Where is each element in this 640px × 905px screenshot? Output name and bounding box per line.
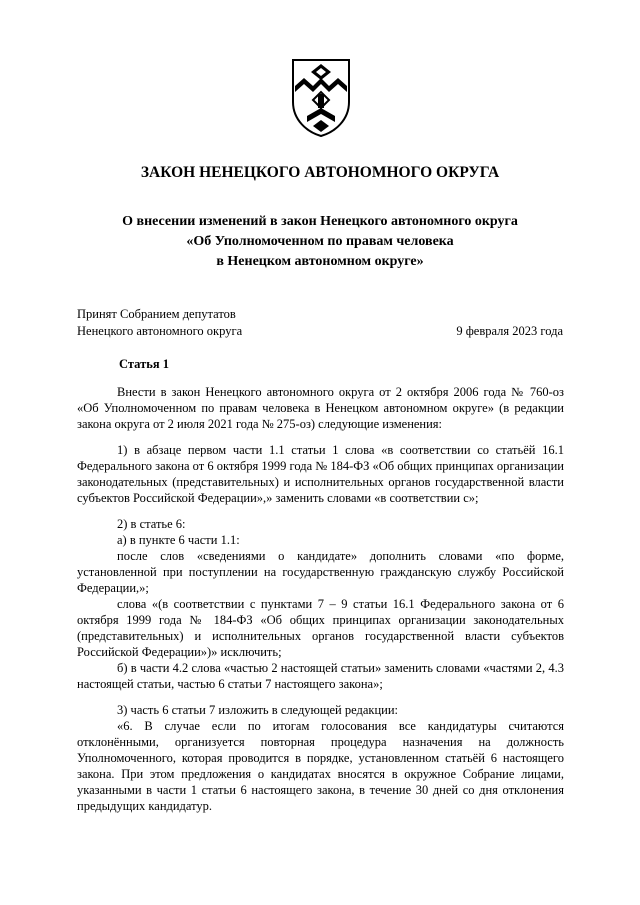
law-subtitle bbox=[60, 212, 580, 272]
article-body bbox=[77, 384, 564, 814]
paragraph: после слов «сведениями о кандидате» дополнить словами «по форме, установленной при поступлении на государственную гражданскую службу Российской Федерации,»; bbox=[77, 549, 564, 595]
paragraph: 3) часть 6 статьи 7 изложить в следующей редакции: bbox=[117, 703, 399, 717]
paragraph: 1) в абзаце первом части 1.1 статьи 1 слова «в соответствии со статьёй 16.1 Федерального закона от 6 октября 1999 года № 184-ФЗ «Об общих принципах организации законодательных (представительных) и исполнительных органов государственной власти субъектов Российской Федерации»,» заменить словами «в соответствии с»; bbox=[77, 443, 564, 505]
coat-of-arms-icon bbox=[291, 58, 351, 138]
paragraph: слова «(в соответствии с пунктами 7 – 9 статьи 16.1 Федерального закона от 6 октября 1999 года № 184-ФЗ «Об общих принципах организации законодательных (представительных) и исполнительных органов государственной власти субъектов Российской Федерации»)» исключить; bbox=[77, 597, 564, 659]
article-heading: Статья 1 bbox=[119, 357, 169, 371]
paragraph: «6. В случае если по итогам голосования все кандидатуры считаются отклонёнными, организуется повторная процедура назначения на должность Уполномоченного, которая проводится в порядке, установленном статьёй 6 настоящего закона. При этом предложения о кандидатах вносятся в окружное Собрание лицами, указанными в части 1 статьи 6 настоящего закона, в течение 30 дней со дня отклонения предыдущих кандидатур. bbox=[77, 719, 564, 813]
adopted-by bbox=[77, 306, 242, 340]
adoption-date: 9 февраля 2023 года bbox=[456, 324, 563, 338]
paragraph: 2) в статье 6: bbox=[117, 517, 186, 531]
adopted-line: Ненецкого автономного округа bbox=[77, 324, 243, 338]
subtitle-line: «Об Уполномоченном по правам человека bbox=[186, 234, 454, 249]
adopted-line: Принят Собранием депутатов bbox=[77, 307, 236, 321]
subtitle-line: в Ненецком автономном округе» bbox=[216, 254, 424, 269]
paragraph: б) в части 4.2 слова «частью 2 настоящей статьи» заменить словами «частями 2, 4.3 настоящей статьи, частью 6 статьи 7 настоящего закона»; bbox=[77, 661, 564, 691]
paragraph: Внести в закон Ненецкого автономного округа от 2 октября 2006 года № 760-оз «Об Уполномоченном по правам человека в Ненецком автономном округе» (в редакции закона округа от 2 июля 2021 года № 275-оз) следующие изменения: bbox=[77, 385, 564, 431]
subtitle-line: О внесении изменений в закон Ненецкого автономного округа bbox=[122, 214, 518, 229]
paragraph: а) в пункте 6 части 1.1: bbox=[117, 533, 240, 547]
law-title: ЗАКОН НЕНЕЦКОГО АВТОНОМНОГО ОКРУГА bbox=[140, 164, 500, 181]
